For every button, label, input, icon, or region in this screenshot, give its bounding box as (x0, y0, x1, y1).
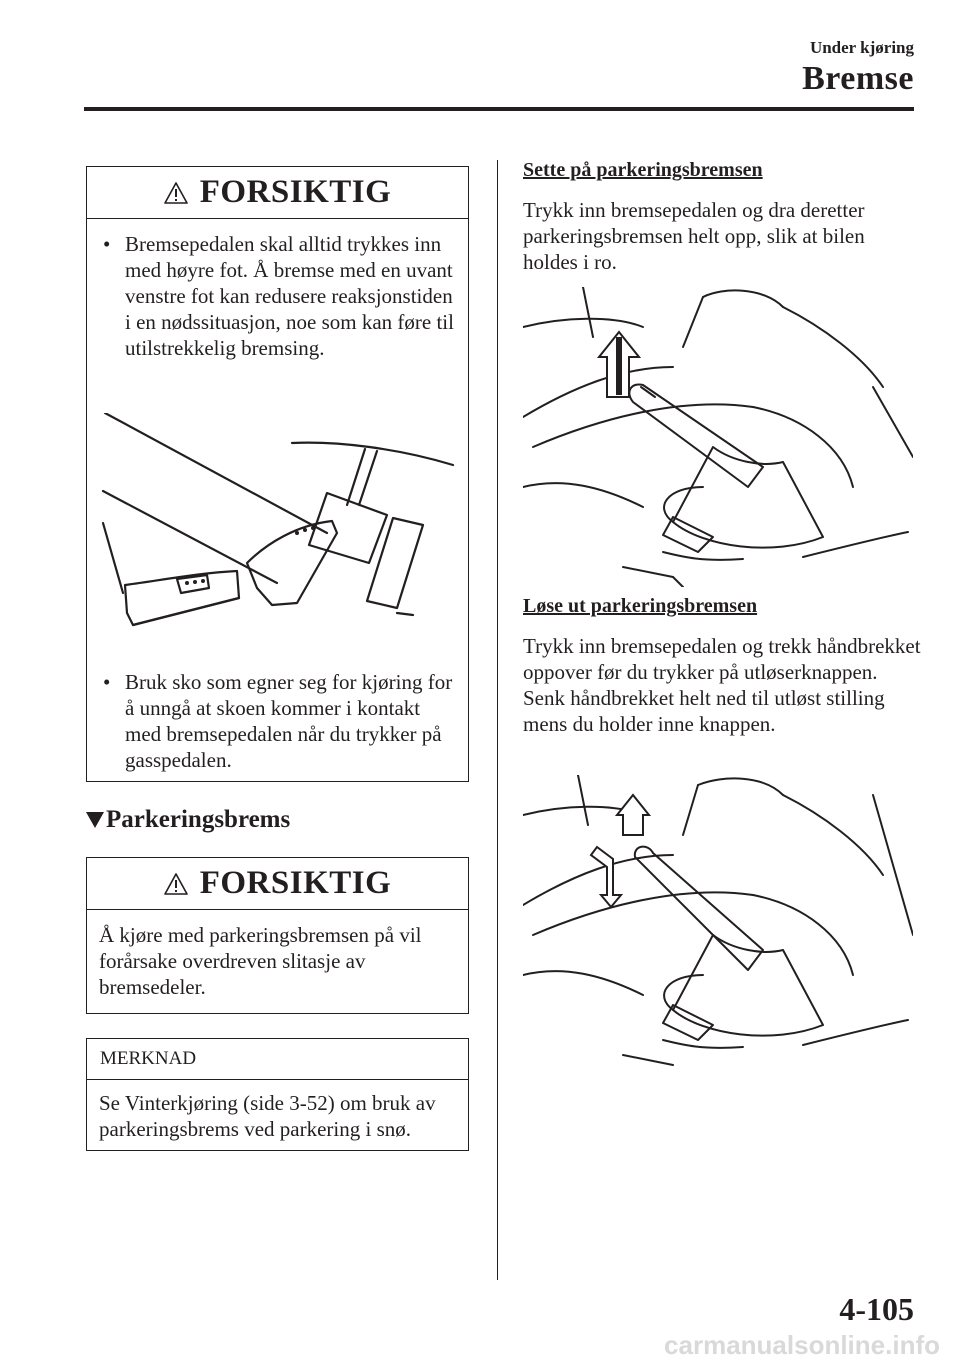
header-rule (84, 107, 914, 111)
triangle-down-icon (86, 812, 104, 828)
watermark: carmanualsonline.info (664, 1330, 940, 1360)
column-divider (497, 160, 498, 1280)
subheading-apply: Sette på parkeringsbremsen (523, 159, 763, 181)
caution-header (87, 167, 468, 219)
header-section-label: Under kjøring (809, 38, 914, 57)
subheading-release: Løse ut parkeringsbremsen (523, 595, 758, 617)
caution-box-parking (86, 857, 469, 1014)
section-heading-text: Parkeringsbrems (106, 806, 291, 833)
page-number: 4-105 (839, 1291, 914, 1327)
note-title: MERKNAD (87, 1039, 468, 1080)
section-heading-parking-brake (86, 806, 290, 834)
bullet-dot: • (103, 232, 111, 256)
note-text: Se Vinterkjøring (side 3-52) om bruk av parkeringsbrems ved parkering i snø. (99, 1091, 436, 1141)
handbrake-release-illustration (523, 775, 913, 1075)
warning-triangle-icon (164, 181, 188, 205)
caution-bullet (87, 231, 468, 361)
warning-triangle-icon (164, 872, 188, 896)
caution-title: FORSIKTIG (199, 865, 392, 901)
apply-text: Trykk inn bremsepedalen og dra deretter parkeringsbremsen helt opp, slik at bilen holdes i ro. (523, 198, 865, 274)
caution-title: FORSIKTIG (199, 174, 392, 210)
caution-bullet-text: Bremsepedalen skal alltid trykkes inn med høyre fot. Å bremse med en uvant venstre fot kan redusere reaksjonstiden i en nødssituasjon, noe som kan føre til utilstrekkelig bremsing. (125, 232, 454, 360)
caution-bullet-text: Bruk sko som egner seg for kjøring for å unngå at skoen kommer i kontakt med bremsepedalen når du trykker på gasspedalen. (125, 670, 453, 772)
note-box (86, 1038, 469, 1151)
caution-box-pedals (86, 166, 469, 782)
caution-bullet (87, 669, 468, 773)
caution-header (87, 858, 468, 910)
handbrake-apply-illustration (523, 287, 913, 587)
bullet-dot: • (103, 670, 111, 694)
caution-text: Å kjøre med parkeringsbremsen på vil forårsake overdreven slitasje av bremsedeler. (99, 923, 422, 999)
release-text: Trykk inn bremsepedalen og trekk håndbrekket oppover før du trykker på utløserknappen. Senk håndbrekket helt ned til utløst stilling mens du holder inne knappen. (523, 634, 921, 736)
pedal-foot-illustration (97, 413, 457, 643)
header-title: Bremse (802, 60, 914, 97)
